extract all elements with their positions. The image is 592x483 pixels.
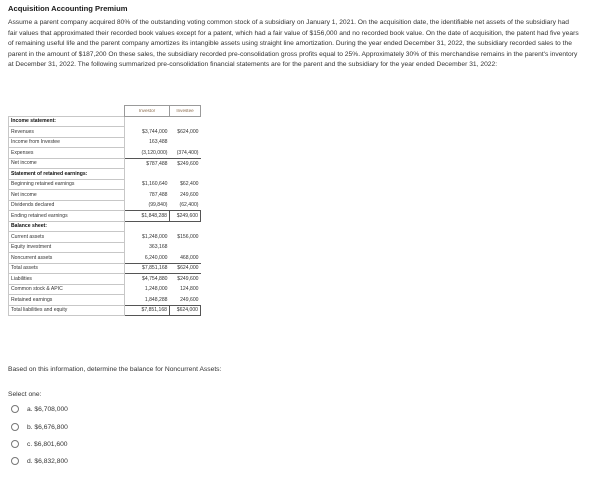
investor-value: 1,248,000 bbox=[144, 286, 168, 293]
row-label: Retained earnings bbox=[9, 295, 125, 306]
option-label: b. $6,676,800 bbox=[27, 423, 68, 431]
question-intro: Assume a parent company acquired 80% of the outstanding voting common stock of a subsidiary on January 1, 2021. On the acquisition date, the identifiable net assets of the subsidiary had fair values that approximated their recorded book values except for a patent, which had a fair value of $156,000 and no recorded book value. On the date of acquisition, the patent had five years of remaining useful life and the parent company amortizes its intangible assets using straight line amortization. During the year ended December 31, 2022, the subsidiary recorded sales to the parent in the amount of $187,200 On these sales, the subsidiary recorded pre-consolidation gross profits equal to 25%. Approximately 30% of this merchandise remains in the parent's inventory at December 31, 2022. The following summarized pre-consolidation financial statements are for the parent and the subsidiary for the year ended December 31, 2022: bbox=[8, 19, 579, 68]
investor-value: 787,488 bbox=[149, 191, 168, 198]
answer-option-a[interactable] bbox=[11, 403, 68, 415]
row-label: Balance sheet: bbox=[9, 221, 125, 232]
table-row bbox=[9, 211, 201, 222]
investee-value: $624,000 bbox=[177, 128, 199, 135]
table-row bbox=[9, 305, 201, 316]
row-label: Current assets bbox=[9, 232, 125, 243]
option-label: d. $6,832,800 bbox=[27, 457, 68, 465]
table-row bbox=[9, 179, 201, 190]
table-row bbox=[9, 116, 201, 127]
row-label: Beginning retained earnings bbox=[9, 179, 125, 190]
table-row bbox=[9, 274, 201, 285]
investor-value: (3,120,000) bbox=[141, 149, 168, 156]
question-prompt: Based on this information, determine the balance for Noncurrent Assets: bbox=[8, 366, 222, 373]
table-row bbox=[9, 127, 201, 138]
investee-value: (374,400) bbox=[176, 149, 199, 156]
table-row bbox=[9, 263, 201, 274]
row-label: Net income bbox=[9, 190, 125, 201]
investee-value bbox=[170, 137, 201, 148]
row-label: Expenses bbox=[9, 148, 125, 159]
header-spacer bbox=[9, 106, 125, 117]
table-row bbox=[9, 253, 201, 264]
investee-value bbox=[170, 242, 201, 253]
option-label: c. $6,801,600 bbox=[27, 440, 68, 448]
investee-value bbox=[170, 169, 201, 180]
row-label: Liabilities bbox=[9, 274, 125, 285]
investor-value: $787,488 bbox=[125, 158, 170, 169]
investor-value: 1,848,288 bbox=[144, 296, 168, 303]
investor-value: $7,851,168 bbox=[125, 263, 170, 274]
investee-value bbox=[170, 221, 201, 232]
option-label: a. $6,708,000 bbox=[27, 405, 68, 413]
table-row bbox=[9, 169, 201, 180]
row-label: Common stock & APIC bbox=[9, 284, 125, 295]
table-row bbox=[9, 190, 201, 201]
table-row bbox=[9, 200, 201, 211]
answer-option-b[interactable] bbox=[11, 421, 68, 433]
investor-value: $1,848,288 bbox=[125, 211, 170, 222]
investor-value: 6,240,000 bbox=[144, 254, 168, 261]
row-label: Noncurrent assets bbox=[9, 253, 125, 264]
investee-value: $249,600 bbox=[170, 274, 201, 285]
investor-value: 363,168 bbox=[149, 244, 168, 251]
investee-value: $249,600 bbox=[170, 211, 201, 222]
investor-value: $4,754,880 bbox=[125, 274, 170, 285]
select-one-label: Select one: bbox=[8, 391, 42, 398]
row-label: Net income bbox=[9, 158, 125, 169]
row-label: Total assets bbox=[9, 263, 125, 274]
investee-value: 249,600 bbox=[180, 296, 199, 303]
investee-value: $624,000 bbox=[170, 263, 201, 274]
row-label: Income statement: bbox=[9, 116, 125, 127]
col-header-investor: Investor bbox=[125, 106, 170, 117]
row-label: Equity investment bbox=[9, 242, 125, 253]
investor-value: $1,248,000 bbox=[142, 233, 168, 240]
investor-value: $3,744,000 bbox=[142, 128, 168, 135]
investee-value: $156,000 bbox=[177, 233, 199, 240]
question-title: Acquisition Accounting Premium bbox=[8, 4, 128, 13]
investor-value: 163,488 bbox=[149, 139, 168, 146]
radio-button[interactable] bbox=[11, 405, 19, 413]
table-row bbox=[9, 242, 201, 253]
table-header-row bbox=[9, 106, 201, 117]
table-row bbox=[9, 137, 201, 148]
row-label: Dividends declared bbox=[9, 200, 125, 211]
investee-value: $62,400 bbox=[180, 181, 199, 188]
answer-option-d[interactable] bbox=[11, 455, 68, 467]
table-row bbox=[9, 158, 201, 169]
investor-value bbox=[125, 169, 170, 180]
table-row bbox=[9, 232, 201, 243]
row-label: Income from Investee bbox=[9, 137, 125, 148]
financial-statements-table bbox=[8, 105, 201, 316]
row-label: Total liabilities and equity bbox=[9, 305, 125, 316]
row-label: Revenues bbox=[9, 127, 125, 138]
investee-value: 124,800 bbox=[180, 286, 199, 293]
col-header-investee: Investee bbox=[170, 106, 201, 117]
table-row bbox=[9, 284, 201, 295]
investee-value: 468,000 bbox=[180, 254, 199, 261]
investor-value bbox=[125, 221, 170, 232]
row-label: Statement of retained earnings: bbox=[9, 169, 125, 180]
answer-option-c[interactable] bbox=[11, 438, 68, 450]
investor-value: $7,851,168 bbox=[125, 305, 170, 316]
table-row bbox=[9, 295, 201, 306]
investee-value: (62,400) bbox=[179, 202, 199, 208]
investor-value: (99,840) bbox=[148, 202, 168, 208]
investee-value: 249,600 bbox=[180, 191, 199, 198]
investor-value: $1,160,640 bbox=[142, 181, 168, 188]
radio-button[interactable] bbox=[11, 423, 19, 431]
investor-value bbox=[125, 116, 170, 127]
table-row bbox=[9, 148, 201, 159]
investee-value: $249,600 bbox=[170, 158, 201, 169]
radio-button[interactable] bbox=[11, 440, 19, 448]
investee-value: $624,000 bbox=[170, 305, 201, 316]
row-label: Ending retained earnings bbox=[9, 211, 125, 222]
radio-button[interactable] bbox=[11, 457, 19, 465]
investee-value bbox=[170, 116, 201, 127]
table-row bbox=[9, 221, 201, 232]
